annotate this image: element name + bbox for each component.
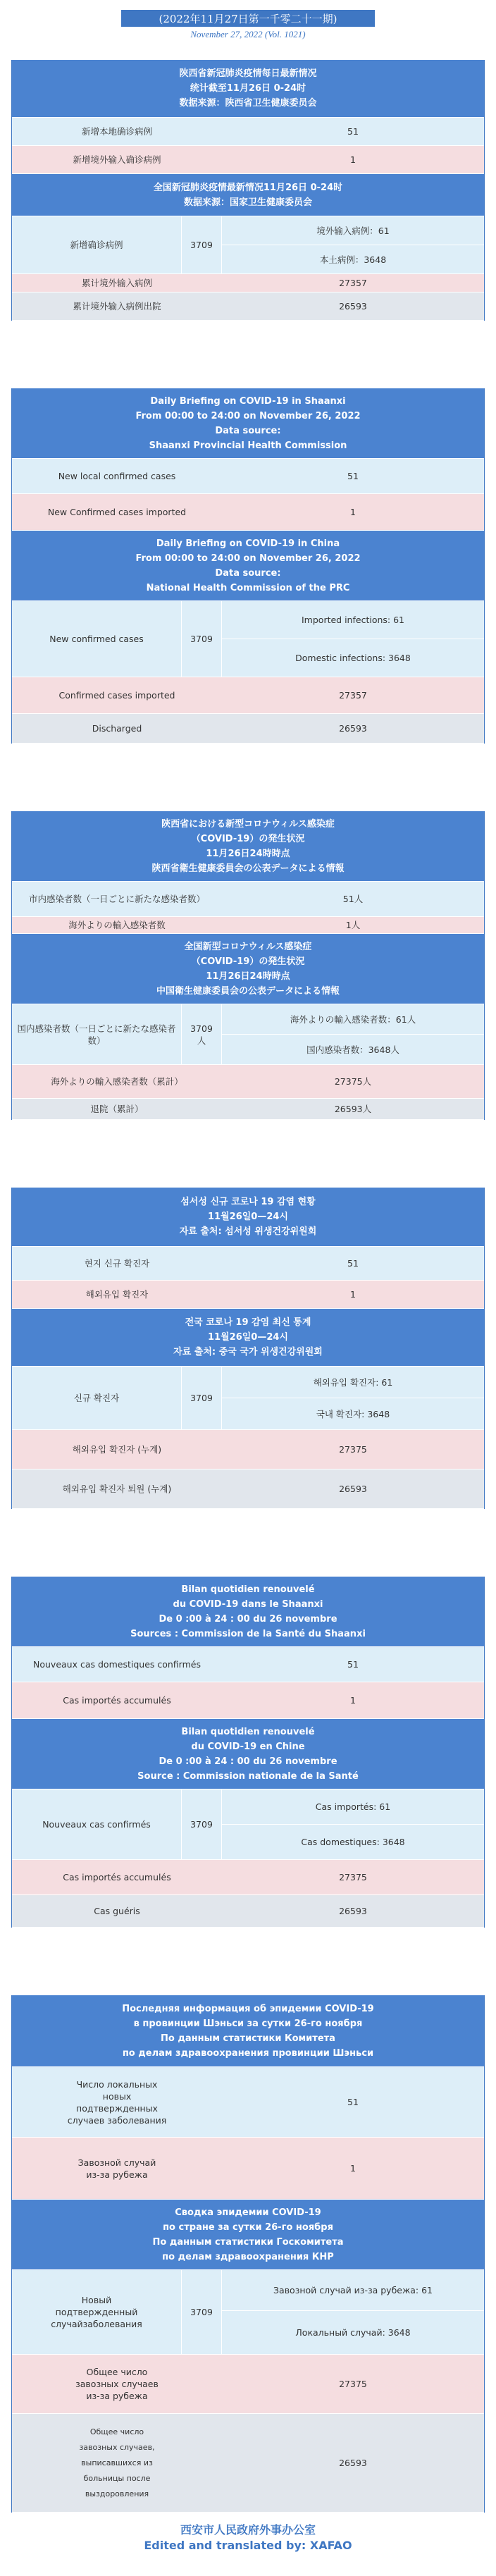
national-table-header: Daily Briefing on COVID-19 in China From 00:00 to 24:00 on November 26, 2022 Data source: National Health Commission of the PRC: [12, 531, 484, 601]
cumulative-imported-row: Cas importés accumulés 27375: [12, 1860, 484, 1895]
discharged-row: Cas guéris 26593: [12, 1895, 484, 1928]
cumulative-imported-row: Общее число завозных случаев из-за рубежа 27375: [12, 2355, 484, 2414]
footer-translator: Edited and translated by: XAFAO: [144, 2539, 352, 2552]
discharged-row: 退院（累計） 26593人: [12, 1099, 484, 1120]
local-cases-row: 新增本地确诊病例 51: [12, 118, 484, 146]
footer-office: 西安市人民政府外事办公室: [180, 2523, 316, 2537]
cumulative-imported-row: 累计境外输入病例 27357: [12, 274, 484, 292]
shaanxi-table-header: Daily Briefing on COVID-19 in Shaanxi From 00:00 to 24:00 on November 26, 2022 Data source: Shaanxi Provincial Health Commission: [12, 388, 484, 459]
issue-date-zh: (2022年11月27日第一千零二十一期): [159, 12, 337, 25]
local-cases-row: 현지 신규 확진자 51: [12, 1247, 484, 1281]
section-chinese: [11, 60, 485, 321]
new-confirmed-row: Новый подтвержденный случайзаболевания 3709 Завозной случай из-за рубежа: 61 Локальный случай: 3648: [12, 2270, 484, 2355]
shaanxi-table-header: 섬서성 신규 코로나 19 감염 현황 11월26일0—24시 자료 출처: 섬서성 위생건강위원회: [12, 1188, 484, 1247]
issue-date-en: November 27, 2022 (Vol. 1021): [190, 29, 306, 39]
cumulative-imported-row: Confirmed cases imported 27357: [12, 677, 484, 714]
discharged-row: Discharged 26593: [12, 714, 484, 744]
shaanxi-table-header: Последняя информация об эпидемии COVID-19 в провинции Шэньси за сутки 26-го ноября По данным статистики Комитета по делам здравоохранения провинции Шэньси: [12, 1995, 484, 2067]
discharged-row: Общее число завозных случаев, выписавшихся из больницы после выздоровления 26593: [12, 2414, 484, 2513]
section-russian: [11, 1995, 485, 2513]
local-cases-row: Nouveaux cas domestiques confirmés 51: [12, 1647, 484, 1682]
imported-cases-row: 新增境外输入确诊病例 1: [12, 146, 484, 174]
national-table-header: 전국 코로나 19 감염 최신 통계 11월26일0—24시 자료 출처: 중국 국가 위생건강위원회: [12, 1309, 484, 1367]
shaanxi-table-header: Bilan quotidien renouvelé du COVID-19 dans le Shaanxi De 0 :00 à 24 : 00 du 26 novembre Sources : Commission de la Santé du Shaanxi: [12, 1577, 484, 1647]
section-korean: [11, 1188, 485, 1509]
footer-credits: [0, 2522, 496, 2553]
new-confirmed-row: 신규 확진자 3709 해외유입 확진자: 61 국내 확진자: 3648: [12, 1367, 484, 1430]
imported-cases-row: Завозной случай из-за рубежа 1: [12, 2138, 484, 2200]
national-table-header: Сводка эпидемии COVID-19 по стране за сутки 26-го ноября По данным статистики Госкомитета по делам здравоохранения КНР: [12, 2200, 484, 2270]
cumulative-imported-row: 海外よりの輸入感染者数（累計） 27375人: [12, 1065, 484, 1099]
local-cases-row: Число локальных новых подтвержденных случаев заболевания 51: [12, 2067, 484, 2138]
new-confirmed-row: New confirmed cases 3709 Imported infections: 61 Domestic infections: 3648: [12, 601, 484, 677]
local-cases-row: New local confirmed cases 51: [12, 459, 484, 494]
discharged-row: 累计境外输入病例出院 26593: [12, 292, 484, 321]
cumulative-imported-row: 해외유입 확진자 (누계) 27375: [12, 1430, 484, 1469]
new-confirmed-row: Nouveaux cas confirmés 3709 Cas importés: 61 Cas domestiques: 3648: [12, 1789, 484, 1860]
new-confirmed-row: 新增确诊病例 3709 境外输入病例：61 本土病例：3648: [12, 216, 484, 274]
section-french: [11, 1577, 485, 1928]
shaanxi-table-header: 陝西省における新型コロナウィルス感染症 （COVID-19）の発生状況 11月26日24時時点 陝西省衛生健康委員会の公表データによる情報: [12, 811, 484, 882]
discharged-row: 해외유입 확진자 퇴원 (누계) 26593: [12, 1469, 484, 1509]
new-confirmed-row: 国内感染者数（一日ごとに新たな感染者数） 3709人 海外よりの輸入感染者数：61人 国内感染者数：3648人: [12, 1004, 484, 1065]
imported-cases-row: 海外よりの輸入感染者数 1人: [12, 917, 484, 934]
imported-cases-row: New Confirmed cases imported 1: [12, 494, 484, 531]
local-cases-row: 市内感染者数（一日ごとに新たな感染者数） 51人: [12, 882, 484, 917]
imported-cases-row: Cas importés accumulés 1: [12, 1682, 484, 1719]
issue-date-ribbon: [121, 10, 375, 27]
section-japanese: [11, 811, 485, 1120]
national-table-header: 全国新型コロナウィルス感染症 （COVID-19）の発生状況 11月26日24時時点 中国衛生健康委員会の公表データによる情報: [12, 934, 484, 1004]
shaanxi-table-header: 陕西省新冠肺炎疫情每日最新情况 统计截至11月26日 0-24时 数据来源：陕西省卫生健康委员会: [12, 60, 484, 118]
national-table-header: Bilan quotidien renouvelé du COVID-19 en Chine De 0 :00 à 24 : 00 du 26 novembre Source : Commission nationale de la Santé: [12, 1719, 484, 1789]
national-table-header: 全国新冠肺炎疫情最新情况11月26日 0-24时 数据来源：国家卫生健康委员会: [12, 174, 484, 216]
imported-cases-row: 해외유입 확진자 1: [12, 1281, 484, 1309]
section-english: [11, 388, 485, 744]
